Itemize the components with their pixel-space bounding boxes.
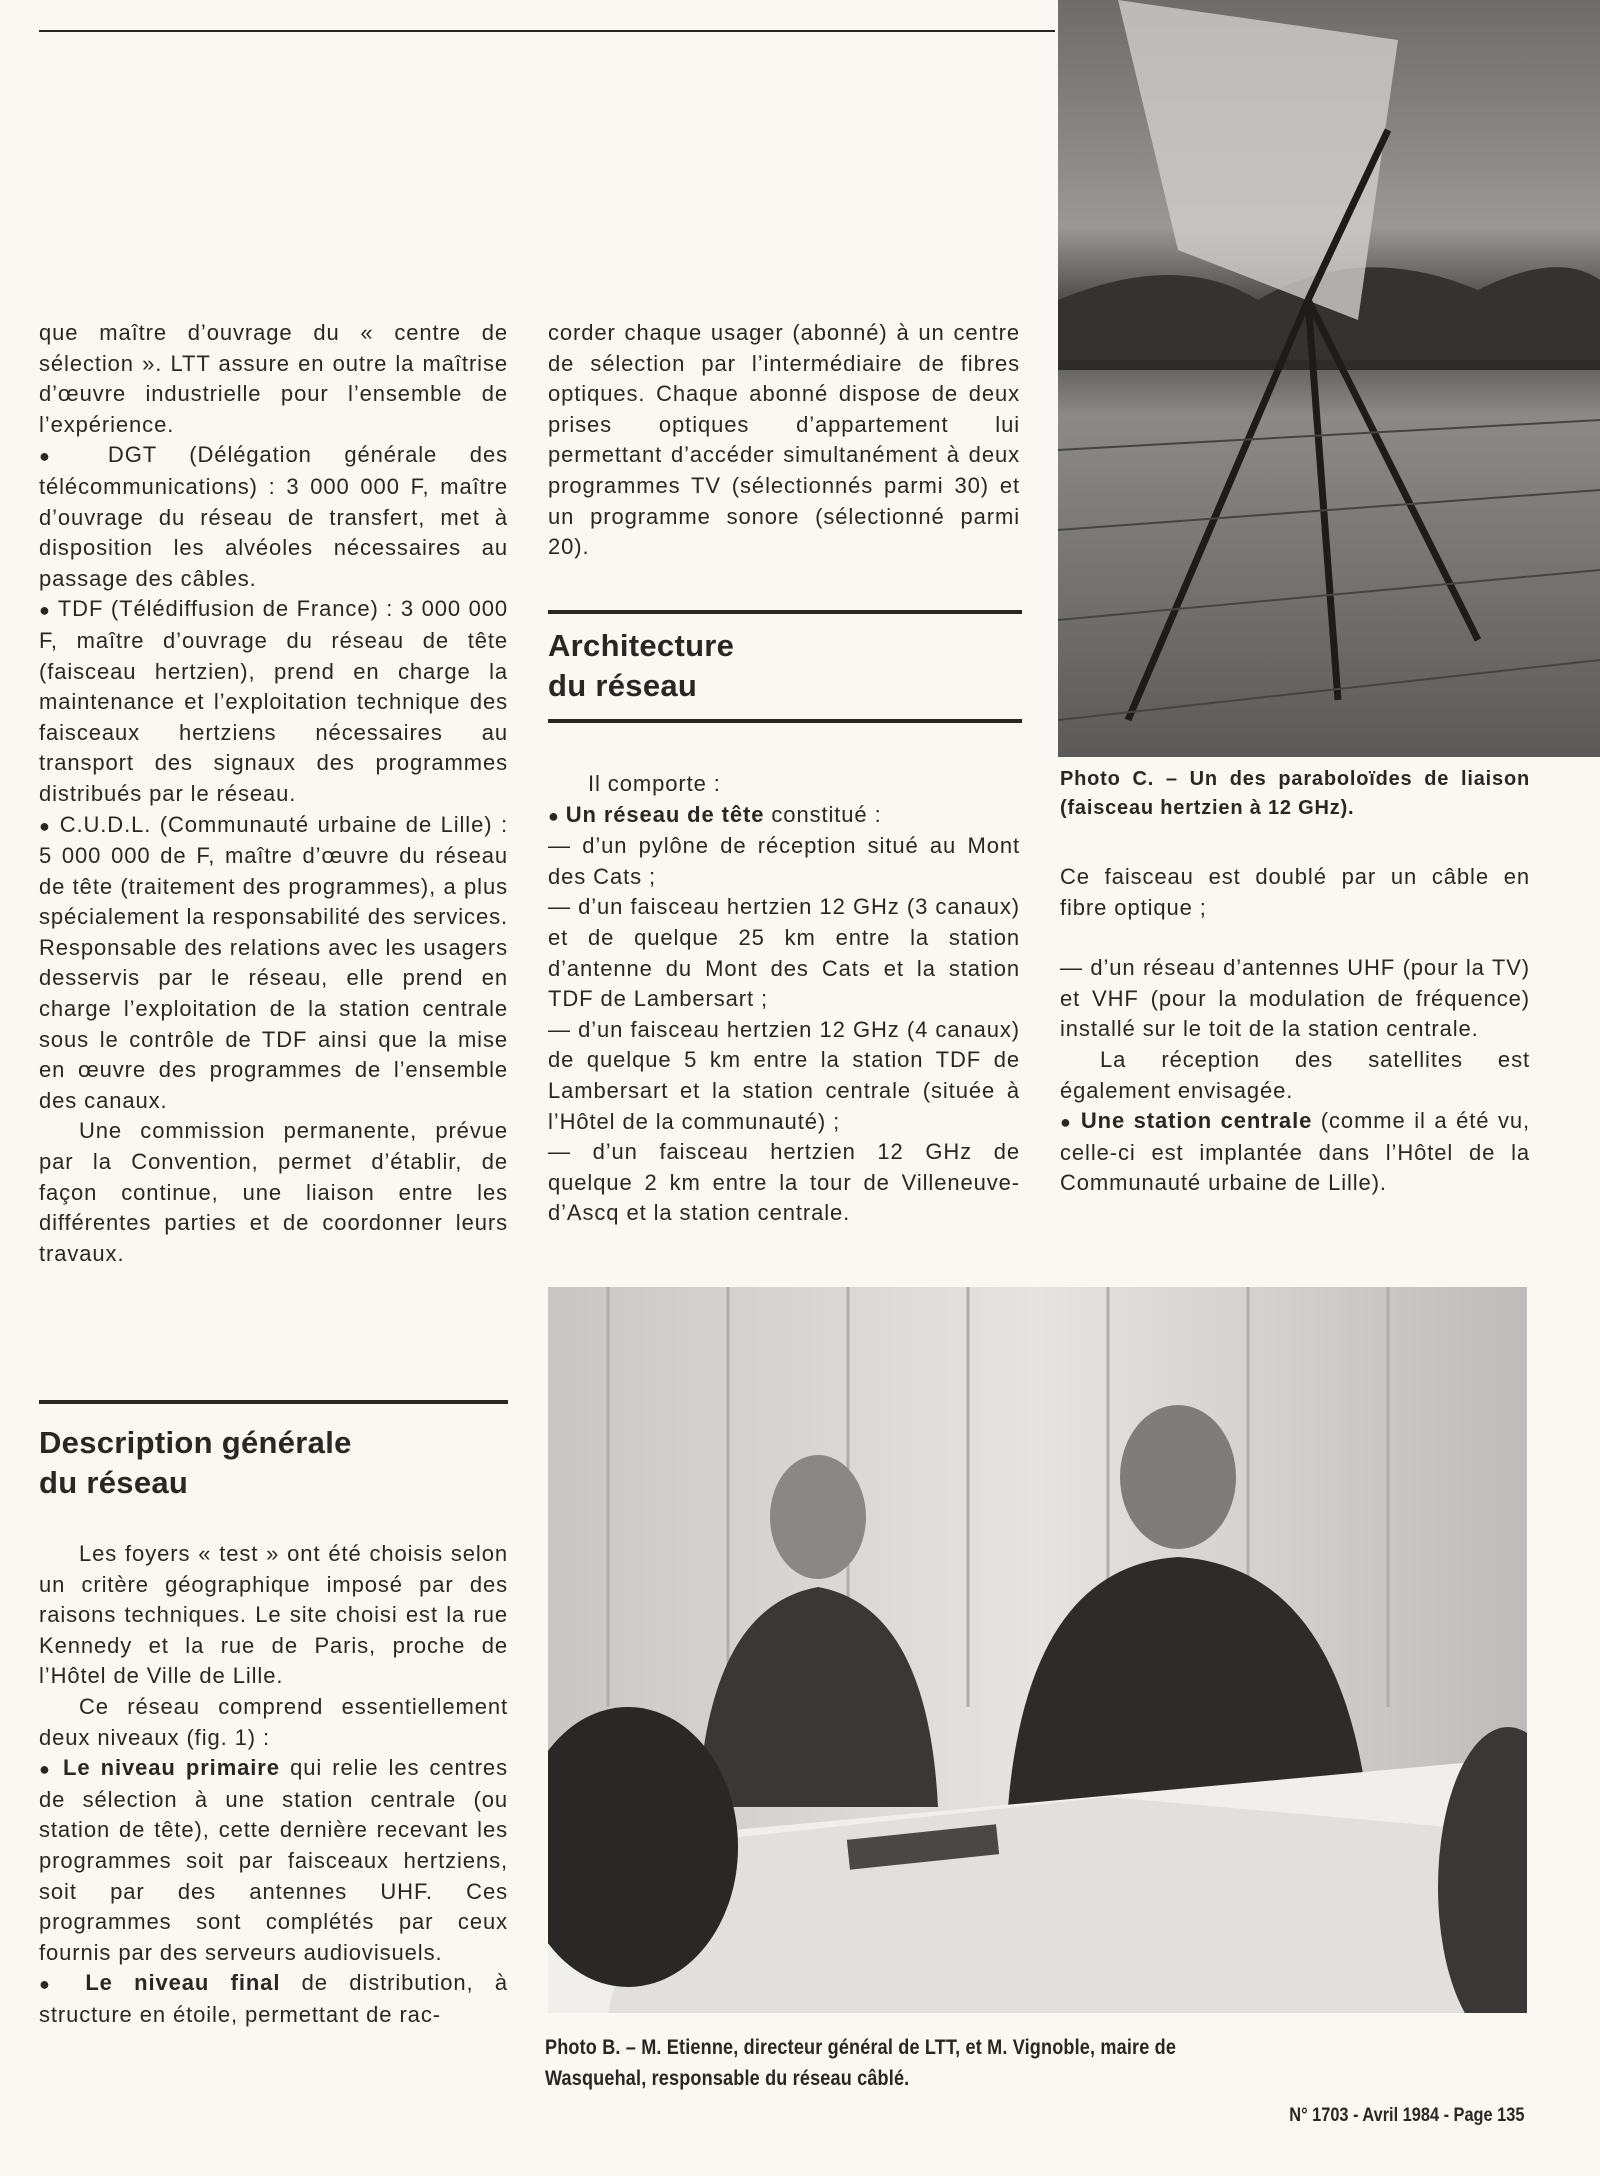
paragraph <box>39 318 508 440</box>
bullet-icon: ● <box>39 815 60 836</box>
bullet-icon: ● <box>39 600 58 621</box>
paragraph <box>548 1015 1020 1137</box>
section-heading-architecture <box>548 626 734 706</box>
top-rule <box>39 30 1055 32</box>
text-run: corder chaque usager (abonné) à un centre de sélection par l’intermédiaire de fibres optiques. Chaque abonné dispose de deux prises optiques d’appartement lui permettant d’accéder simultanément à deux programmes TV (sélectionnés parmi 30) et un programme sonore (sélectionné parmi 20). <box>548 320 1020 560</box>
bullet-icon: ● <box>548 805 566 826</box>
section-heading-description <box>39 1423 352 1503</box>
text-run: — d’un faisceau hertzien 12 GHz (4 canaux) de quelque 5 km entre la station TDF de Lambersart et la station centrale (située à l’Hôtel de la communauté) ; <box>548 1016 1020 1134</box>
paragraph <box>548 892 1020 1014</box>
bullet-paragraph <box>39 440 508 594</box>
text-run: (comme il a été vu, celle-ci est implantée dans l’Hôtel de la Communauté urbaine de Lille). <box>1060 1108 1531 1196</box>
column-3-text <box>1060 862 1530 1199</box>
text-run: Ce réseau comprend essentiellement deux niveaux (fig. 1) : <box>39 1693 508 1750</box>
press-conference-image <box>548 1287 1527 2013</box>
bullet-icon: ● <box>1060 1112 1081 1133</box>
text-run: constitué : <box>764 801 882 827</box>
paragraph <box>39 1116 508 1269</box>
text-run: — d’un pylône de réception situé au Mont des Cats ; <box>548 833 1020 889</box>
paragraph <box>39 1539 508 1692</box>
text-run: Ce faisceau est doublé par un câble en fibre optique ; <box>1060 864 1530 920</box>
page-footer-issue: N° 1703 - Avril 1984 - Page 135 <box>1288 2105 1524 2126</box>
paragraph <box>548 1137 1020 1229</box>
paragraph <box>548 769 1020 800</box>
bold-term: Une station centrale <box>1080 1108 1313 1134</box>
bullet-paragraph <box>548 800 1020 832</box>
description-text <box>39 1539 508 2031</box>
heading-line-2: du réseau <box>548 668 698 703</box>
bullet-paragraph <box>39 594 508 809</box>
text-run: que maître d’ouvrage du « centre de sélection ». LTT assure en outre la maîtrise d’œuvre industrielle pour l’ensemble de l’expérience. <box>39 320 508 437</box>
photo-b-caption-line-2: Wasquehal, responsable du réseau câblé. <box>545 2067 910 2090</box>
bullet-paragraph <box>39 810 508 1117</box>
text-run: Les foyers « test » ont été choisis selon un critère géographique imposé par des raisons techniques. Le site choisi est la rue Kennedy et la rue de Paris, proche de l’Hôtel de Ville de Lille. <box>39 1541 508 1689</box>
text-run: — d’un réseau d’antennes UHF (pour la TV) et VHF (pour la modulation de fréquence) installé sur le toit de la station centrale. <box>1060 955 1530 1042</box>
text-run: TDF (Télédiffusion de France) : 3 000 000 F, maître d’ouvrage du réseau de tête (faisceau hertzien), prend en charge la maintenance et l’exploitation technique des faisceaux hertziens nécessaires au transport des signaux des programmes distribués par le réseau. <box>39 596 508 806</box>
text-run: qui relie les centres de sélection à une station centrale (ou station de tête), cette dernière recevant les programmes soit par faisceaux hertziens, soit par des antennes UHF. Ces programmes sont complétés par ceux fournis par des serveurs audiovisuels. <box>39 1755 508 1965</box>
bullet-paragraph <box>1060 1106 1530 1199</box>
photo-c-caption: Photo C. – Un des paraboloïdes de liaison (faisceau hertzien à 12 GHz). <box>1060 768 1530 819</box>
column-2-text <box>548 318 1020 563</box>
paragraph <box>548 831 1020 892</box>
heading-line-1: Architecture <box>548 628 735 663</box>
heading-line-1: Description générale <box>39 1425 352 1460</box>
paragraph <box>548 318 1020 563</box>
bold-term: Un réseau de tête <box>565 801 765 827</box>
photo-b-press-conference <box>548 1287 1527 2013</box>
photo-b-caption-line-1: Photo B. – M. Etienne, directeur général de LTT, et M. Vignoble, maire de <box>545 2036 1177 2059</box>
paraboloid-antenna-image <box>1058 0 1600 757</box>
text-run: Une commission permanente, prévue par la Convention, permet d’établir, de façon continue, une liaison entre les différentes parties et de coordonner leurs travaux. <box>39 1118 508 1266</box>
bold-term: Le niveau primaire <box>62 1755 280 1781</box>
column-1-text <box>39 318 508 1269</box>
text-run: C.U.D.L. (Communauté urbaine de Lille) : 5 000 000 de F, maître d’œuvre du réseau de tête (traitement des programmes), a plus spécialement la responsabilité des services. Responsable des relations avec les usagers desservis par le réseau, elle prend en charge l’exploitation de la station centrale sous le contrôle de TDF ainsi que la mise en œuvre des programmes de l’ensemble des canaux. <box>39 811 508 1113</box>
bullet-paragraph <box>39 1753 508 1968</box>
text-run: — d’un faisceau hertzien 12 GHz (3 canaux) et de quelque 25 km entre la station d’antenne du Mont des Cats et la station TDF de Lambersart ; <box>548 894 1020 1012</box>
text-run: DGT (Délégation générale des télécommunications) : 3 000 000 F, maître d’ouvrage du réseau de transfert, met à disposition les alvéoles nécessaires au passage des câbles. <box>39 442 508 591</box>
text-run: Il comporte : <box>588 771 721 796</box>
text-run: — d’un faisceau hertzien 12 GHz de quelque 2 km entre la tour de Villeneuve-d’Ascq et la station centrale. <box>548 1139 1020 1226</box>
photo-c-paraboloid <box>1058 0 1600 757</box>
bullet-icon: ● <box>39 446 108 467</box>
paragraph <box>39 1692 508 1753</box>
bullet-icon: ● <box>39 1759 63 1780</box>
paragraph <box>1060 862 1530 923</box>
bullet-paragraph <box>39 1968 508 2030</box>
architecture-text <box>548 769 1020 1229</box>
bullet-icon: ● <box>39 1974 86 1995</box>
paragraph <box>1060 1045 1530 1106</box>
heading-line-2: du réseau <box>39 1465 189 1500</box>
section-rule-architecture-bottom <box>548 719 1022 723</box>
text-run: de distribution, à structure en étoile, permettant de rac- <box>39 1970 508 2027</box>
section-rule-architecture-top <box>548 610 1022 614</box>
bold-term: Le niveau final <box>85 1970 281 1996</box>
section-rule-description <box>39 1400 508 1404</box>
text-run: La réception des satellites est également envisagée. <box>1060 1046 1530 1103</box>
paragraph <box>1060 953 1530 1045</box>
